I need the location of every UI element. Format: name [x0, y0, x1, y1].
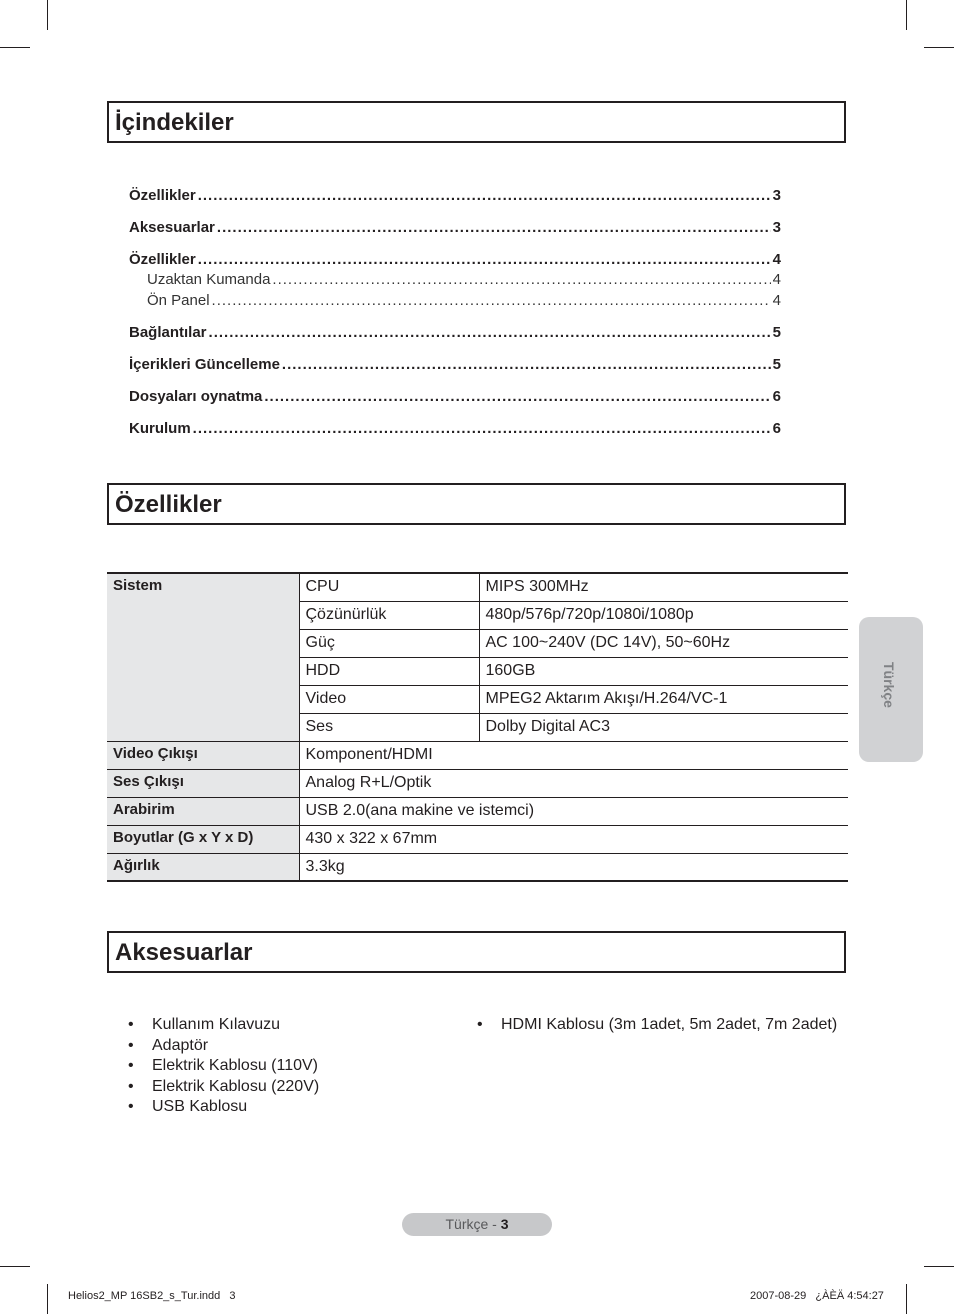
spec-value: 160GB — [479, 657, 848, 685]
crop-mark — [924, 47, 954, 48]
features-header — [107, 483, 846, 525]
spec-key: Video — [299, 685, 479, 713]
list-item-label: Kullanım Kılavuzu — [152, 1016, 281, 1033]
toc-entry-label: Kurulum — [129, 420, 191, 437]
toc-entry[interactable] — [129, 356, 781, 374]
toc-subentry[interactable] — [147, 292, 781, 310]
toc-entry-page: 3 — [772, 187, 781, 204]
spec-label: Arabirim — [107, 797, 299, 825]
print-timestamp: 2007-08-29 ¿ÀÈÄ 4:54:27 — [750, 1290, 884, 1302]
footer-language: Türkçe - — [445, 1216, 501, 1232]
features-title: Özellikler — [115, 491, 222, 518]
spec-value: Dolby Digital AC3 — [479, 713, 848, 741]
table-row — [107, 853, 848, 881]
language-tab-label: Türkçe — [881, 662, 897, 708]
spec-label: Ses Çıkışı — [107, 769, 299, 797]
spec-label: Ağırlık — [107, 853, 299, 881]
spec-value: MIPS 300MHz — [479, 573, 848, 601]
spec-label: Video Çıkışı — [107, 741, 299, 769]
spec-value: 480p/576p/720p/1080i/1080p — [479, 601, 848, 629]
toc-subentry[interactable] — [147, 271, 781, 289]
toc-entry[interactable] — [129, 187, 781, 205]
bullet-icon: • — [477, 1016, 483, 1033]
print-file-info: Helios2_MP 16SB2_s_Tur.indd 3 — [68, 1290, 236, 1302]
table-row — [107, 741, 848, 769]
spec-label: Boyutlar (G x Y x D) — [107, 825, 299, 853]
spec-key: HDD — [299, 657, 479, 685]
crop-mark — [47, 1284, 48, 1314]
crop-mark — [0, 1266, 30, 1267]
bullet-icon: • — [128, 1016, 134, 1033]
crop-mark — [906, 1284, 907, 1314]
toc-entry-label: Dosyaları oynatma — [129, 388, 263, 405]
list-item-label: USB Kablosu — [152, 1098, 248, 1115]
spec-key: Ses — [299, 713, 479, 741]
toc-entry[interactable] — [129, 388, 781, 406]
list-item-label: Elektrik Kablosu (110V) — [152, 1057, 318, 1074]
spec-value: Analog R+L/Optik — [299, 769, 848, 797]
toc-header — [107, 101, 846, 143]
table-row — [107, 797, 848, 825]
language-side-tab — [859, 617, 923, 762]
crop-mark — [924, 1266, 954, 1267]
list-item — [128, 1077, 319, 1098]
crop-mark — [906, 0, 907, 30]
toc-entry-page: 4 — [772, 271, 781, 288]
toc-entry-page: 3 — [772, 219, 781, 236]
bullet-icon: • — [128, 1036, 134, 1054]
spec-table — [107, 572, 848, 882]
toc-entry[interactable] — [129, 324, 781, 342]
accessories-header — [107, 931, 846, 973]
crop-mark — [47, 0, 48, 30]
toc-title: İçindekiler — [115, 109, 234, 136]
accessories-list-left — [128, 1015, 319, 1118]
toc-entry-label: Ön Panel — [147, 292, 210, 309]
page-number-badge — [402, 1213, 552, 1236]
toc-entry-page: 6 — [772, 388, 781, 405]
spec-value: USB 2.0(ana makine ve istemci) — [299, 797, 848, 825]
bullet-icon: • — [128, 1057, 134, 1074]
toc-entry[interactable] — [129, 251, 781, 269]
table-row — [107, 573, 848, 601]
toc-entry-page: 4 — [772, 251, 781, 268]
spec-key: Çözünürlük — [299, 601, 479, 629]
spec-key: Güç — [299, 629, 479, 657]
toc-entry-page: 5 — [772, 324, 781, 341]
accessories-title: Aksesuarlar — [115, 939, 253, 966]
spec-key: CPU — [299, 573, 479, 601]
spec-value: 3.3kg — [299, 853, 848, 881]
accessories-list-right — [477, 1015, 837, 1036]
spec-value: 430 x 322 x 67mm — [299, 825, 848, 853]
toc-entry-label: Bağlantılar — [129, 324, 207, 341]
toc-entry-label: Özellikler — [129, 251, 196, 268]
toc-entry-label: Uzaktan Kumanda — [147, 271, 271, 288]
toc-entry-page: 4 — [772, 292, 781, 309]
table-row — [107, 769, 848, 797]
table-row — [107, 825, 848, 853]
list-item-label: Adaptör — [152, 1036, 209, 1054]
bullet-icon: • — [128, 1077, 134, 1095]
toc-entry-label: Aksesuarlar — [129, 219, 215, 236]
toc-entry-page: 6 — [772, 420, 781, 437]
toc-entry[interactable] — [129, 420, 781, 438]
toc-entry-page: 5 — [772, 356, 781, 373]
toc-entry[interactable] — [129, 219, 781, 237]
spec-value: Komponent/HDMI — [299, 741, 848, 769]
spec-label: Sistem — [107, 573, 299, 741]
bullet-icon: • — [128, 1098, 134, 1115]
list-item — [128, 1056, 319, 1077]
spec-value: MPEG2 Aktarım Akışı/H.264/VC-1 — [479, 685, 848, 713]
toc-entry-label: Özellikler — [129, 187, 196, 204]
footer-page-number: 3 — [500, 1216, 509, 1232]
list-item — [128, 1036, 319, 1057]
crop-mark — [0, 47, 30, 48]
list-item — [128, 1015, 319, 1036]
list-item-label: HDMI Kablosu (3m 1adet, 5m 2adet, 7m 2adet) — [501, 1016, 838, 1033]
toc-entry-label: İçerikleri Güncelleme — [129, 356, 280, 373]
list-item-label: Elektrik Kablosu (220V) — [152, 1077, 320, 1095]
list-item — [477, 1015, 837, 1036]
list-item — [128, 1097, 319, 1118]
spec-value: AC 100~240V (DC 14V), 50~60Hz — [479, 629, 848, 657]
